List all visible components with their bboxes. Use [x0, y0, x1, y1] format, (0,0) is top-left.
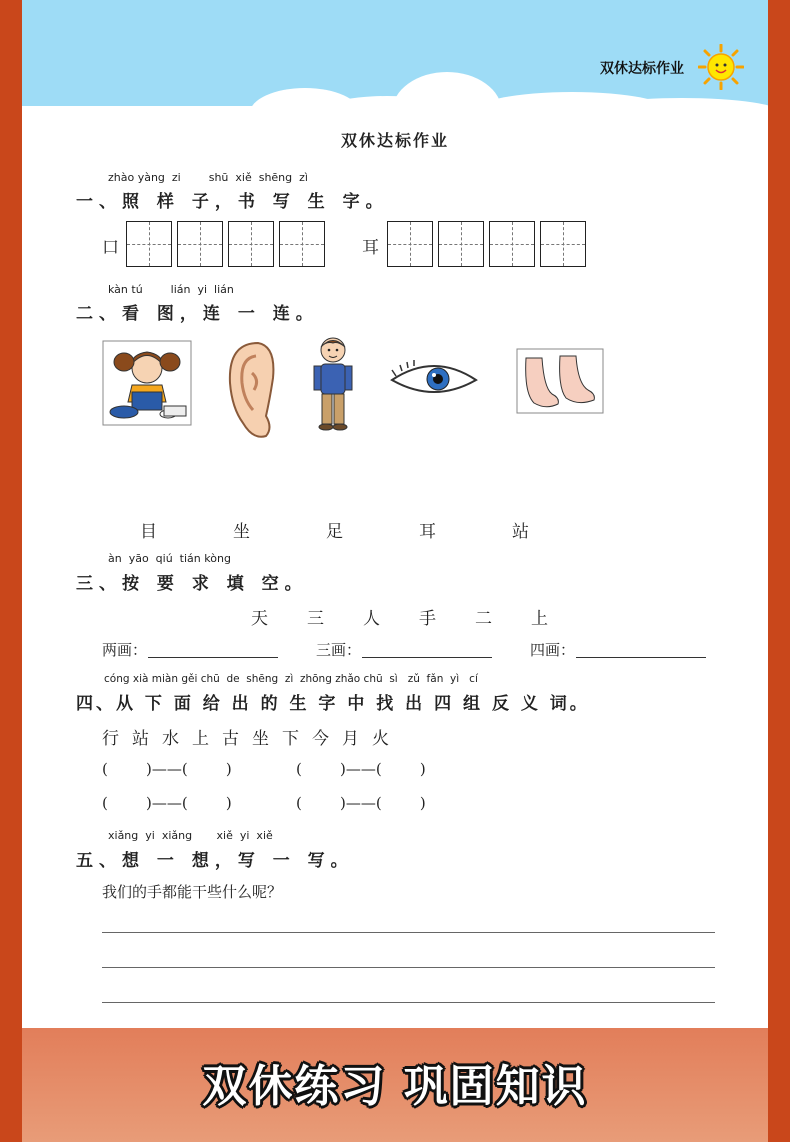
girl-reading-picture[interactable] — [102, 340, 192, 426]
section5-pinyin: xiǎng yi xiǎng xiě yi xiě — [108, 829, 273, 842]
stroke-char: 二 — [475, 609, 492, 629]
match-word: 站 — [512, 522, 529, 542]
two-strokes-blank[interactable] — [148, 657, 278, 658]
writing-grid[interactable] — [387, 221, 433, 267]
stroke-char: 人 — [363, 609, 380, 629]
antonym-char: 今 — [312, 729, 342, 749]
writing-grid[interactable] — [438, 221, 484, 267]
header-title: 双休达标作业 — [600, 61, 684, 77]
antonym-chars — [102, 724, 402, 749]
match-word: 坐 — [233, 522, 250, 542]
stroke-char: 上 — [531, 609, 548, 629]
section2-title: 二、看 图，连 一 连。 — [76, 304, 319, 324]
cloud — [582, 98, 768, 128]
stroke-char: 天 — [251, 609, 268, 629]
section4-pinyin: cóng xià miàn gěi chū de shēng zì zhōng zhǎo chū sì zǔ fǎn yì cí — [104, 673, 478, 685]
antonym-char: 下 — [282, 729, 312, 749]
writing-grid[interactable] — [177, 221, 223, 267]
eye-picture[interactable] — [388, 356, 480, 402]
section3-title: 三、按 要 求 填 空。 — [76, 574, 308, 594]
writing-line[interactable] — [102, 967, 715, 968]
section2-pinyin: kàn tú lián yi lián — [108, 283, 234, 296]
antonym-char: 水 — [162, 729, 192, 749]
antonym-char: 火 — [372, 729, 402, 749]
writing-line[interactable] — [102, 1002, 715, 1003]
section1-pinyin: zhào yàng zi shū xiě shēng zì — [108, 171, 308, 184]
sample-char-right: 耳 — [362, 238, 379, 258]
antonym-char: 坐 — [252, 729, 282, 749]
writing-prompt: 我们的手都能干些什么呢？ — [102, 883, 283, 901]
sample-char-left: 口 — [102, 238, 119, 258]
writing-grid[interactable] — [228, 221, 274, 267]
writing-grid[interactable] — [489, 221, 535, 267]
feet-picture[interactable] — [516, 348, 604, 414]
slogan-text: 双休练习 巩固知识 — [202, 1061, 588, 1112]
section5-title: 五、想 一 想，写 一 写。 — [76, 851, 354, 871]
stroke-char: 手 — [419, 609, 436, 629]
boy-standing-picture[interactable] — [308, 334, 358, 434]
sun-icon — [698, 44, 744, 90]
four-strokes-label: 四画： — [530, 641, 576, 659]
four-strokes-blank[interactable] — [576, 657, 706, 658]
document-title: 双休达标作业 — [340, 131, 449, 150]
worksheet-page — [22, 0, 768, 1142]
match-word: 目 — [140, 522, 157, 542]
writing-grid[interactable] — [279, 221, 325, 267]
three-strokes-label: 三画： — [316, 641, 362, 659]
writing-line[interactable] — [102, 932, 715, 933]
antonym-pair-blank[interactable]: ( )——( ) — [296, 794, 426, 812]
antonym-pair-blank[interactable]: ( )——( ) — [102, 760, 232, 778]
antonym-char: 上 — [192, 729, 222, 749]
section1-title: 一、照 样 子，书 写 生 字。 — [76, 192, 389, 212]
stroke-char: 三 — [307, 609, 324, 629]
antonym-pair-blank[interactable]: ( )——( ) — [296, 760, 426, 778]
antonym-char: 站 — [132, 729, 162, 749]
section4-title: 四、从 下 面 给 出 的 生 字 中 找 出 四 组 反 义 词。 — [76, 694, 590, 714]
writing-grid[interactable] — [126, 221, 172, 267]
antonym-char: 月 — [342, 729, 372, 749]
antonym-pair-blank[interactable]: ( )——( ) — [102, 794, 232, 812]
match-word: 耳 — [419, 522, 436, 542]
ear-picture[interactable] — [218, 338, 280, 444]
antonym-char: 行 — [102, 729, 132, 749]
section3-pinyin: àn yāo qiú tián kòng — [108, 552, 231, 565]
writing-grid[interactable] — [540, 221, 586, 267]
three-strokes-blank[interactable] — [362, 657, 492, 658]
match-word: 足 — [326, 522, 343, 542]
antonym-char: 古 — [222, 729, 252, 749]
two-strokes-label: 两画： — [102, 641, 148, 659]
header-sky — [22, 0, 768, 106]
